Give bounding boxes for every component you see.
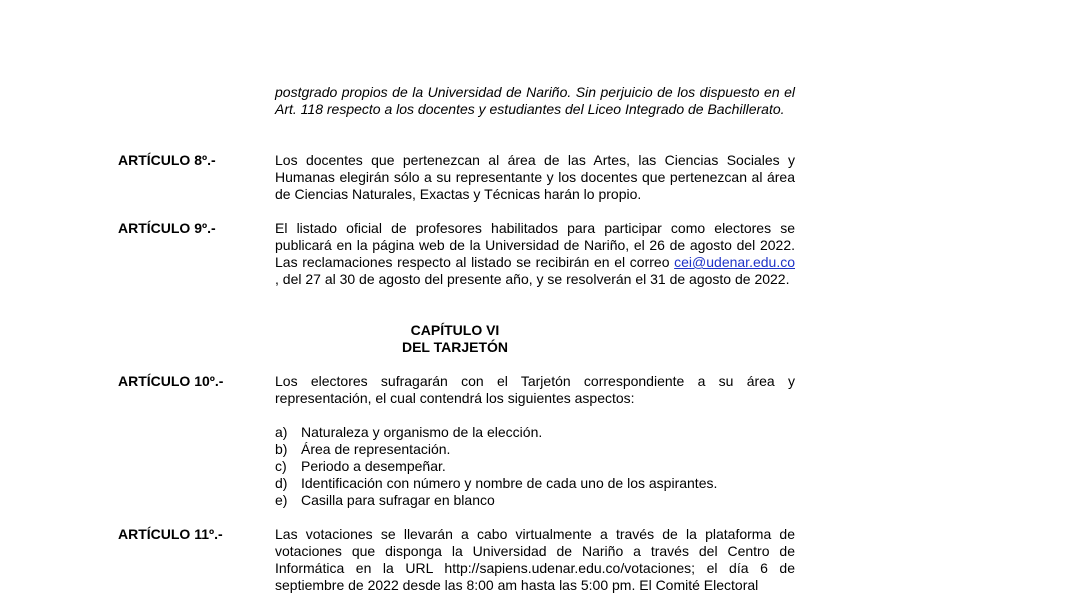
list-marker: d) — [275, 475, 288, 491]
list-item-text: Periodo a desempeñar. — [301, 458, 446, 474]
article-10-text: Los electores sufragarán con el Tarjetón correspondiente a su área y representación, el cual contendrá los siguientes aspectos: — [275, 373, 795, 406]
list-item — [275, 458, 717, 475]
list-item — [275, 492, 717, 509]
article-9-text — [275, 220, 795, 288]
list-marker: b) — [275, 441, 288, 457]
list-marker: e) — [275, 492, 288, 508]
list-marker: a) — [275, 424, 288, 440]
intro-paragraph: postgrado propios de la Universidad de Nariño. Sin perjuicio de los dispuesto en el Art. 118 respecto a los docentes y estudiantes del Liceo Integrado de Bachillerato. — [275, 84, 795, 117]
list-item-text: Área de representación. — [301, 441, 451, 457]
chapter-number: CAPÍTULO VI — [410, 322, 500, 338]
article-8-label: ARTÍCULO 8º.- — [118, 152, 216, 168]
list-marker: c) — [275, 458, 287, 474]
chapter-title: DEL TARJETÓN — [401, 339, 509, 355]
list-item-text: Naturaleza y organismo de la elección. — [301, 424, 543, 440]
article-9-text-after: , del 27 al 30 de agosto del presente año, y se resolverán el 31 de agosto de 2022. — [275, 271, 790, 287]
article-9-text-before: El listado oficial de profesores habilitados para participar como electores se publicará en la página web de la Universidad de Nariño, el 26 de agosto del 2022. Las reclamaciones respecto al listado se recibirán en el correo — [275, 220, 795, 270]
email-link[interactable]: cei@udenar.edu.co — [674, 254, 795, 270]
article-11-label: ARTÍCULO 11º.- — [118, 526, 223, 542]
article-9-label: ARTÍCULO 9º.- — [118, 220, 216, 236]
list-item-text: Casilla para sufragar en blanco — [301, 492, 495, 508]
article-10-list — [275, 424, 717, 509]
list-item — [275, 475, 717, 492]
article-8-text: Los docentes que pertenezcan al área de las Artes, las Ciencias Sociales y Humanas elegirán sólo a su representante y los docentes que pertenezcan al área de Ciencias Naturales, Exactas y Técnicas harán lo propio. — [275, 152, 795, 202]
article-10-label: ARTÍCULO 10º.- — [118, 373, 224, 389]
list-item — [275, 424, 717, 441]
list-item-text: Identificación con número y nombre de cada uno de los aspirantes. — [301, 475, 718, 491]
list-item — [275, 441, 717, 458]
article-11-text: Las votaciones se llevarán a cabo virtualmente a través de la plataforma de votaciones que disponga la Universidad de Nariño a través del Centro de Informática en la URL http://sapiens.udenar.edu.co/votaciones; el día 6 de septiembre de 2022 desde las 8:00 am hasta las 5:00 pm. El Comité Electoral — [275, 526, 795, 593]
